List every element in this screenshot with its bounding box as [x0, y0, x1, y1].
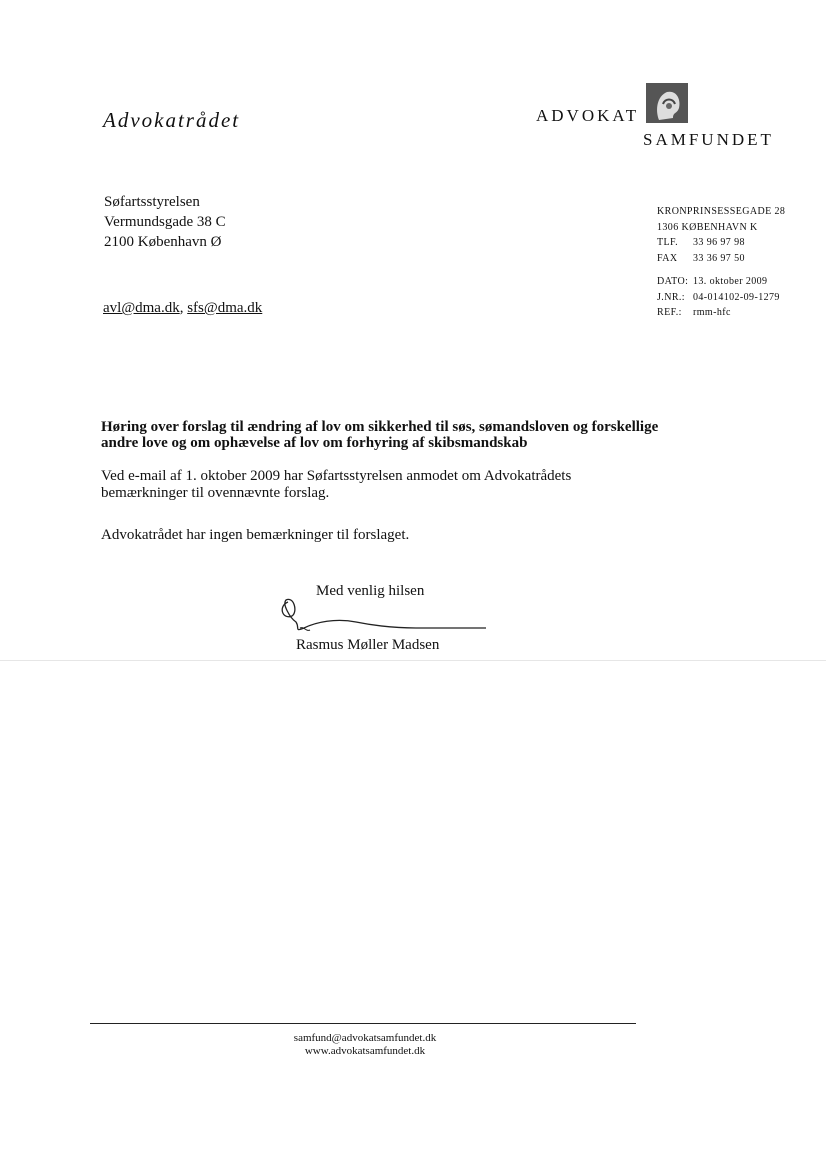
dato-value: 13. oktober 2009 [693, 276, 768, 287]
tlf-label: TLF. [657, 237, 679, 248]
footer-contact [0, 1032, 730, 1058]
jnr-label: J.NR.: [657, 291, 685, 303]
footer-email[interactable]: samfund@advokatsamfundet.dk [293, 1032, 437, 1044]
email-link[interactable]: avl@dma.dk [103, 300, 180, 316]
ref-label: REF.: [657, 307, 682, 318]
sender-city: 1306 KØBENHAVN K [657, 221, 758, 233]
recipient-emails [103, 300, 262, 317]
letter-subject: Høring over forslag til ændring af lov om sikkerhed til søs, sømandsloven og forskellige andre love og om ophævelse af lov om forhyring af skibsmandskab [101, 419, 659, 451]
fax-label: FAX [657, 252, 678, 264]
recipient-address [104, 192, 226, 252]
scan-divider [0, 660, 826, 661]
logo-word-samfundet: SAMFUNDET [643, 130, 774, 149]
recipient-line: Vermundsgade 38 C [104, 214, 226, 230]
advokatraadet-name: Advokatrådet [103, 108, 241, 132]
jnr-value: 04-014102-09-1279 [693, 291, 780, 303]
footer-web[interactable]: www.advokatsamfundet.dk [304, 1045, 426, 1057]
advokatsamfundet-logo-icon [645, 82, 689, 124]
handwritten-signature [276, 588, 491, 638]
fax-value: 33 36 97 50 [693, 252, 745, 264]
sender-street: KRONPRINSESSEGADE 28 [657, 206, 786, 217]
footer-rule [90, 1023, 636, 1024]
letter-paragraph: Ved e-mail af 1. oktober 2009 har Søfartsstyrelsen anmodet om Advokatrådets bemærkninger til ovennævnte forslag. [101, 468, 572, 501]
signer-name: Rasmus Møller Madsen [296, 637, 440, 653]
sender-info-block [657, 204, 785, 321]
tlf-value: 33 96 97 98 [693, 237, 745, 248]
recipient-line: 2100 København Ø [104, 234, 222, 250]
letter-paragraph: Advokatrådet har ingen bemærkninger til forslaget. [101, 527, 410, 543]
email-separator: , [179, 300, 184, 316]
logo-word-advokat: ADVOKAT [536, 106, 640, 125]
ref-value: rmm-hfc [693, 307, 731, 318]
dato-label: DATO: [657, 276, 689, 287]
closing-greeting: Med venlig hilsen [316, 583, 425, 599]
email-link[interactable]: sfs@dma.dk [187, 300, 263, 316]
recipient-line: Søfartsstyrelsen [104, 194, 200, 210]
